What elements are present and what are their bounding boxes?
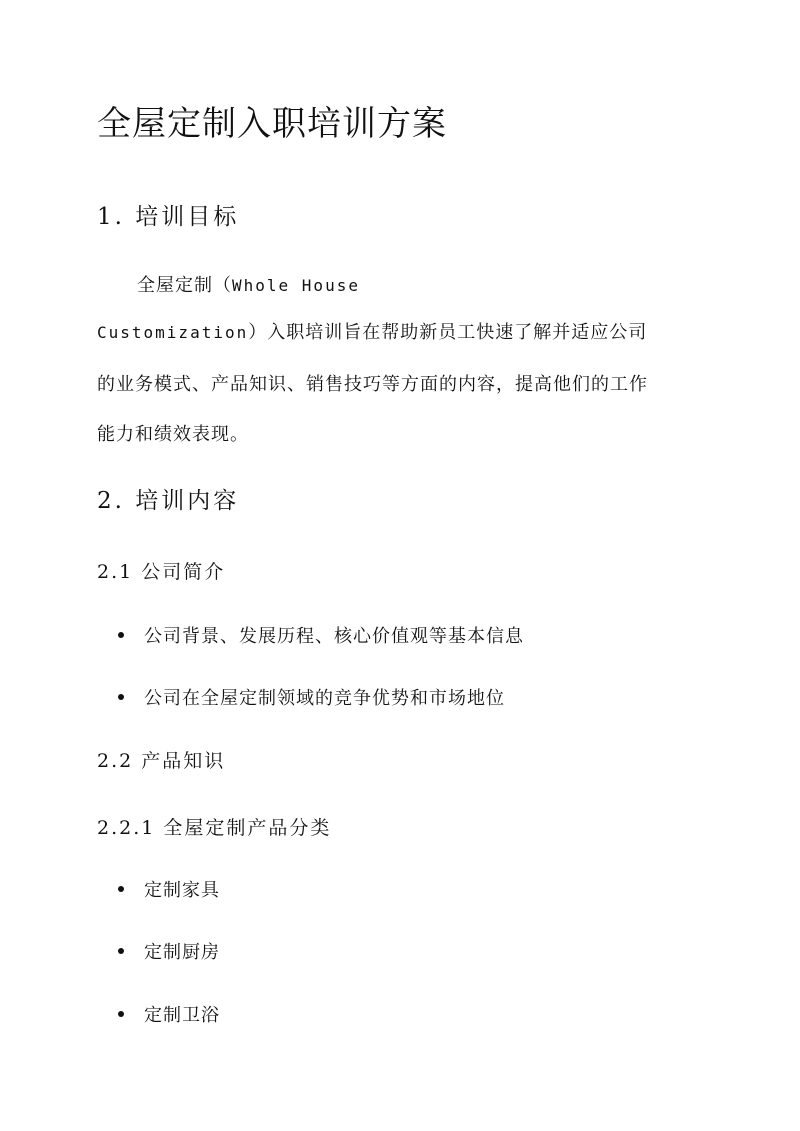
bullet-icon [118, 694, 124, 700]
list-item: 定制卫浴 [118, 1001, 220, 1027]
document-title: 全屋定制入职培训方案 [97, 104, 447, 144]
subsection-heading-product-categories: 2.2.1 全屋定制产品分类 [97, 817, 332, 839]
bullet-icon [118, 632, 124, 638]
section-heading-training-content: 2. 培训内容 [97, 488, 240, 514]
subsection-heading-product-knowledge: 2.2 产品知识 [97, 750, 226, 772]
bullet-icon [118, 948, 124, 954]
intro-line-2: Customization）入职培训旨在帮助新员工快速了解并适应公司 [97, 322, 648, 343]
list-item: 公司在全屋定制领域的竞争优势和市场地位 [118, 684, 505, 710]
intro-line-1: 全屋定制（Whole House [137, 275, 360, 296]
list-item: 定制厨房 [118, 938, 220, 964]
subsection-heading-company-intro: 2.1 公司简介 [97, 561, 226, 583]
section-heading-training-goal: 1. 培训目标 [97, 204, 240, 230]
list-item: 定制家具 [118, 876, 220, 902]
intro-line-3: 的业务模式、产品知识、销售技巧等方面的内容，提高他们的工作 [97, 374, 648, 395]
bullet-icon [118, 1011, 124, 1017]
intro-line-4: 能力和绩效表现。 [97, 424, 249, 445]
list-item: 公司背景、发展历程、核心价值观等基本信息 [118, 622, 524, 648]
bullet-icon [118, 886, 124, 892]
